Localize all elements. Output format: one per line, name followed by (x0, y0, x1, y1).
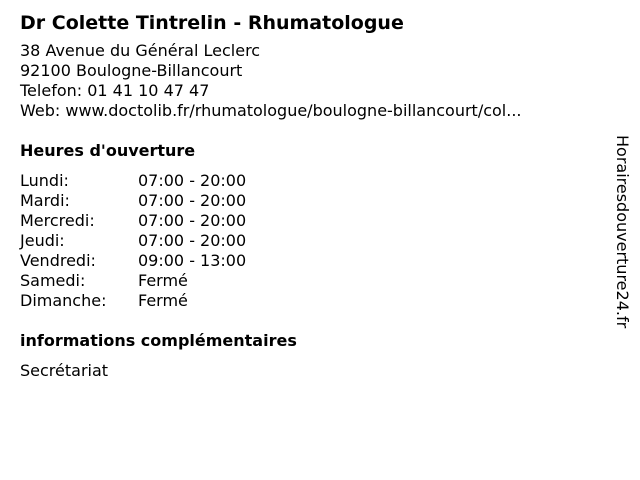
opening-hours-heading: Heures d'ouverture (20, 141, 196, 160)
hours-row-thursday (20, 231, 600, 251)
hours-row-monday (20, 171, 600, 191)
hours-time: 07:00 - 20:00 (138, 211, 247, 230)
hours-time: Fermé (138, 291, 188, 310)
hours-row-tuesday (20, 191, 600, 211)
hours-row-friday (20, 251, 600, 271)
hours-day: Lundi: (20, 171, 69, 190)
hours-day: Dimanche: (20, 291, 107, 310)
hours-time: Fermé (138, 271, 188, 290)
phone-line: Telefon: 01 41 10 47 47 (20, 81, 210, 100)
address-line-2: 92100 Boulogne-Billancourt (20, 61, 243, 80)
additional-info-text: Secrétariat (20, 361, 109, 380)
site-watermark: Horairesdouverture24.fr (613, 135, 632, 329)
opening-hours-table (20, 171, 600, 311)
website-line[interactable]: Web: www.doctolib.fr/rhumatologue/boulogne-billancourt/col... (20, 101, 522, 120)
hours-row-sunday (20, 291, 600, 311)
hours-row-saturday (20, 271, 600, 291)
hours-time: 07:00 - 20:00 (138, 231, 247, 250)
listing-card (20, 10, 600, 381)
hours-time: 09:00 - 13:00 (138, 251, 247, 270)
hours-time: 07:00 - 20:00 (138, 191, 247, 210)
hours-day: Mardi: (20, 191, 70, 210)
hours-day: Vendredi: (20, 251, 96, 270)
hours-time: 07:00 - 20:00 (138, 171, 247, 190)
hours-day: Mercredi: (20, 211, 95, 230)
hours-day: Jeudi: (20, 231, 65, 250)
page-title: Dr Colette Tintrelin - Rhumatologue (20, 12, 404, 34)
address-line-1: 38 Avenue du Général Leclerc (20, 41, 261, 60)
hours-row-wednesday (20, 211, 600, 231)
additional-info-heading: informations complémentaires (20, 331, 297, 350)
hours-day: Samedi: (20, 271, 86, 290)
